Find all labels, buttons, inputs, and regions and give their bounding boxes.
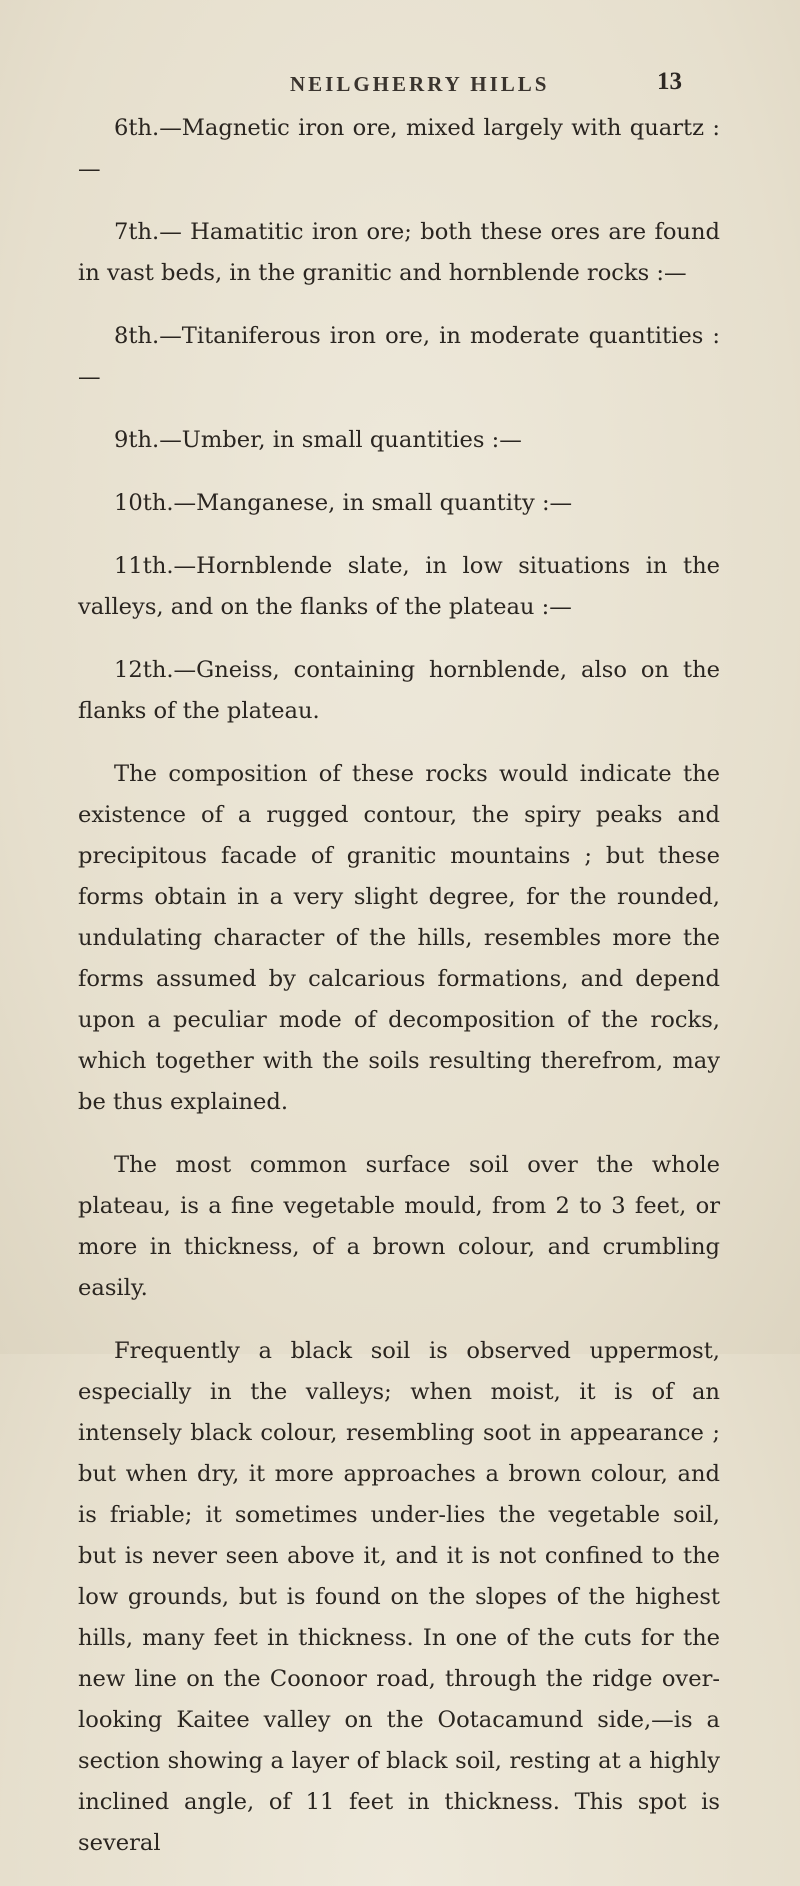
list-item: 11th.—Hornblende slate, in low situations in the valleys, and on the flanks of the plateau :— (78, 553, 720, 620)
page-number: 13 (657, 68, 682, 95)
paragraph: The composition of these rocks would indicate the existence of a rugged contour, the spiry peaks and precipitous facade of granitic mountains ; but these forms obtain in a very slight degree, for the rounded, undulating character of the hills, resembles more the forms assumed by calcarious formations, and depend upon a peculiar mode of decomposition of the rocks, which together with the soils resulting therefrom, may be thus explained. (78, 761, 720, 1115)
list-item: 7th.— Hamatitic iron ore; both these ores are found in vast beds, in the granitic and hornblende rocks :— (78, 219, 720, 286)
running-head: NEILGHERRY HILLS (290, 72, 550, 96)
list-item: 12th.—Gneiss, containing hornblende, also on the flanks of the plateau. (78, 657, 720, 724)
list-item: 6th.—Magnetic iron ore, mixed largely with quartz :— (78, 115, 720, 182)
page-header (0, 68, 800, 102)
body-text (78, 108, 720, 1886)
list-item: 10th.—Manganese, in small quantity :— (114, 490, 573, 516)
paragraph: The most common surface soil over the whole plateau, is a fine vegetable mould, from 2 to 3 feet, or more in thickness, of a brown colour, and crumbling easily. (78, 1152, 720, 1301)
list-item: 9th.—Umber, in small quantities :— (114, 427, 522, 453)
list-item: 8th.—Titaniferous iron ore, in moderate quantities :— (78, 323, 720, 390)
paragraph: Frequently a black soil is observed uppermost, especially in the valleys; when moist, it is of an intensely black colour, resembling soot in appearance ; but when dry, it more approaches a brown colour, and is friable; it sometimes under-lies the vegetable soil, but is never seen above it, and it is not confined to the low grounds, but is found on the slopes of the highest hills, many feet in thickness. In one of the cuts for the new line on the Coonoor road, through the ridge over-looking Kaitee valley on the Ootacamund side,—is a section showing a layer of black soil, resting at a highly inclined angle, of 11 feet in thickness. This spot is several (78, 1338, 720, 1856)
